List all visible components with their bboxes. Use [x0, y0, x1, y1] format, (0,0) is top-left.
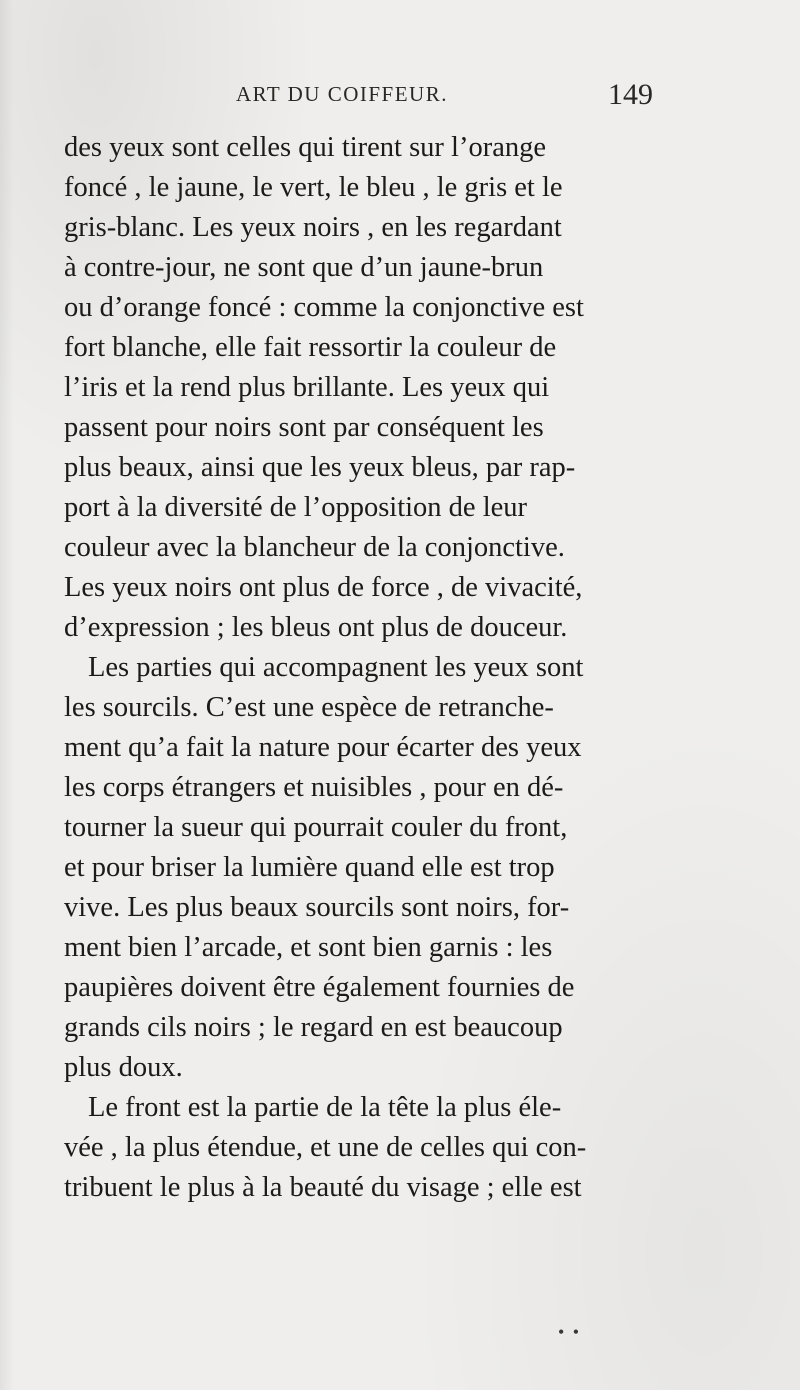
text-line: vive. Les plus beaux sourcils sont noirs, for- — [64, 892, 570, 923]
text-line: paupières doivent être également fournies de — [64, 972, 575, 1003]
text-line: Les yeux noirs ont plus de force , de vivacité, — [64, 572, 583, 603]
text-line: et pour briser la lumière quand elle est trop — [64, 852, 555, 883]
text-line: tourner la sueur qui pourrait couler du front, — [64, 812, 568, 843]
page-number: 149 — [608, 78, 653, 111]
text-line: fort blanche, elle fait ressortir la couleur de — [64, 332, 557, 363]
text-line: couleur avec la blancheur de la conjonctive. — [64, 532, 565, 563]
text-line: plus beaux, ainsi que les yeux bleus, par rap- — [64, 452, 576, 483]
text-line: les sourcils. C’est une espèce de retranche- — [64, 692, 554, 723]
running-head — [0, 78, 800, 118]
text-line: tribuent le plus à la beauté du visage ; elle est — [64, 1172, 582, 1203]
text-line: à contre-jour, ne sont que d’un jaune-brun — [64, 252, 544, 283]
page-edge-shadow — [0, 0, 14, 1390]
text-line: les corps étrangers et nuisibles , pour en dé- — [64, 772, 564, 803]
text-line: ment qu’a fait la nature pour écarter des yeux — [64, 732, 582, 763]
text-line: gris-blanc. Les yeux noirs , en les regardant — [64, 212, 562, 243]
text-line: vée , la plus étendue, et une de celles qui con- — [64, 1132, 587, 1163]
text-line: passent pour noirs sont par conséquent les — [64, 412, 544, 443]
text-line: grands cils noirs ; le regard en est beaucoup — [64, 1012, 563, 1043]
text-line: des yeux sont celles qui tirent sur l’orange — [64, 132, 546, 163]
text-line: d’expression ; les bleus ont plus de douceur. — [64, 612, 568, 643]
text-line: Les parties qui accompagnent les yeux sont — [88, 652, 584, 683]
text-line: ment bien l’arcade, et sont bien garnis : les — [64, 932, 553, 963]
text-line: l’iris et la rend plus brillante. Les yeux qui — [64, 372, 550, 403]
text-line: port à la diversité de l’opposition de leur — [64, 492, 527, 523]
text-line: Le front est la partie de la tête la plus éle- — [88, 1092, 562, 1123]
text-line: foncé , le jaune, le vert, le bleu , le gris et le — [64, 172, 563, 203]
running-title: ART DU COIFFEUR. — [236, 82, 448, 106]
text-line: plus doux. — [64, 1052, 183, 1083]
footer-mark: • • — [558, 1322, 582, 1342]
text-line: ou d’orange foncé : comme la conjonctive est — [64, 292, 584, 323]
